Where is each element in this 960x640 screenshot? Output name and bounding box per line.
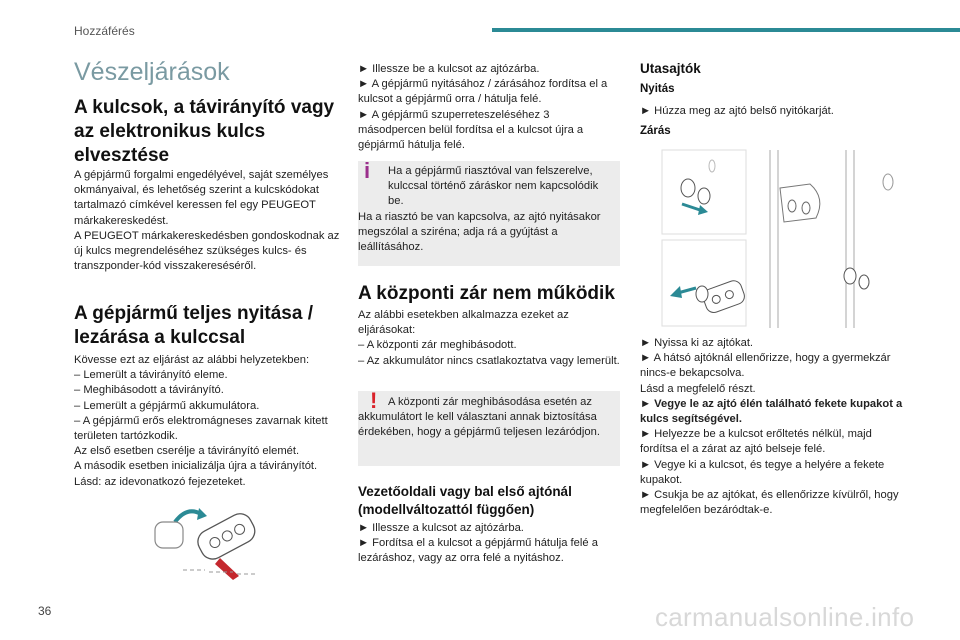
step: Lásd a megfelelő részt.: [640, 382, 756, 395]
closing-steps: [640, 336, 912, 518]
lost-keys-text: [74, 168, 342, 274]
info-note: [358, 158, 620, 266]
page-number: 36: [38, 604, 52, 618]
warning-note: [358, 388, 620, 466]
cap-icon: [681, 179, 695, 197]
step: ► Csukja be az ajtókat, és ellenőrizze kívülről, hogy megfelelően bezáródtak-e.: [640, 489, 899, 517]
opening-step: ► Húzza meg az ajtó belső nyitókarját.: [640, 105, 834, 117]
step: ► Fordítsa el a kulcsot a gépjármű hátulja felé a lezáráshoz, vagy az orra felé a nyitáshoz.: [358, 537, 598, 565]
paragraph: Az alábbi esetekben alkalmazza ezeket az eljárásokat:: [358, 309, 569, 337]
watermark: carmanualsonline.info: [655, 602, 915, 632]
lock-barrel-icon: [696, 286, 708, 302]
paragraph: Az első esetben cserélje a távirányító elemét.: [74, 445, 300, 458]
cover-part: [155, 522, 183, 548]
remote-key-icon: [194, 510, 259, 564]
lock-outline: [883, 174, 893, 190]
rotation-arrow: [175, 511, 201, 522]
header-accent-bar: [492, 28, 960, 32]
central-lock-text: [358, 308, 620, 369]
door-lock-illustration: [660, 148, 910, 330]
warning-icon: !: [370, 388, 378, 413]
full-unlock-text: [74, 353, 342, 490]
heading-lost-keys: A kulcsok, a távirányító vagy az elektronikus kulcs elvesztése: [74, 97, 335, 166]
door-pillar: [846, 150, 854, 328]
step: ► Vegye ki a kulcsot, és tegye a helyére a fekete kupakot.: [640, 458, 885, 486]
arrow-head: [197, 508, 207, 520]
dash-lines: [183, 570, 255, 574]
info-icon: i: [364, 158, 371, 183]
latch-icon: [780, 184, 820, 222]
step: ► Illessze a kulcsot az ajtózárba.: [358, 522, 524, 534]
list-item: – Meghibásodott a távirányító.: [74, 384, 224, 397]
lock-barrel-icon: [698, 188, 710, 204]
door-edge: [770, 150, 778, 328]
heading-driver-door: Vezetőoldali vagy bal első ajtónál (modellváltozattól függően): [358, 484, 572, 517]
step: ► A gépjármű szuperreteszeléséhez 3 másodpercen belül fordítsa el a kulcsot újra a gépjármű hátulja felé.: [358, 108, 584, 152]
list-item: – A központi zár meghibásodott.: [358, 339, 517, 352]
lock-steps: [358, 62, 620, 153]
step: ► A hátsó ajtóknál ellenőrizze, hogy a gyermekzár nincs-e bekapcsolva.: [640, 352, 891, 380]
list-item: – Az akkumulátor nincs csatlakoztatva vagy lemerült.: [358, 354, 620, 367]
note-line: Ha a gépjármű riasztóval van felszerelve, kulccsal történő záráskor nem kapcsolódik be.: [388, 165, 599, 208]
heading-opening: Nyitás: [640, 83, 675, 95]
lock-barrel-icon: [844, 268, 856, 284]
step: ► A gépjármű nyitásához / zárásához fordítsa el a kulcsot a gépjármű orra / hátulja felé.: [358, 78, 608, 106]
paragraph: A PEUGEOT márkakereskedésben gondoskodnak az új kulcs megrendeléséhez szükséges kulcs- és transzponder-kód visszakereséséről.: [74, 229, 340, 273]
paragraph: Lásd: az idevonatkozó fejezeteket.: [74, 475, 246, 488]
key-remote-illustration: [145, 500, 265, 586]
step: ► Helyezze be a kulcsot erőltetés nélkül, majd fordítsa el a zárat az ajtó belseje felé.: [640, 428, 872, 456]
step: ► Vegye le az ajtó élén található fekete kupakot a kulcs segítségével.: [640, 397, 903, 426]
paragraph: A gépjármű forgalmi engedélyével, saját személyes okmányaival, és lehetőség szerint a kulcskódokat tartalmazó címkével keressen fel egy PEUGEOT márkakereskedést.: [74, 169, 329, 227]
page-title: Vészeljárások: [74, 58, 230, 86]
section-header: Hozzáférés: [74, 24, 135, 38]
driver-steps: [358, 521, 620, 567]
heading-full-unlock: A gépjármű teljes nyitása / lezárása a kulccsal: [74, 303, 313, 348]
cap-icon: [859, 275, 869, 289]
heading-central-lock: A központi zár nem működik: [358, 283, 615, 304]
note-line: Ha a riasztó be van kapcsolva, az ajtó nyitásakor megszólal a sziréna; adja rá a gyújtást a leállításához.: [358, 210, 601, 254]
paragraph: Kövesse ezt az eljárást az alábbi helyzetekben:: [74, 354, 310, 366]
list-item: – Lemerült a távirányító eleme.: [74, 369, 228, 382]
heading-passenger-doors: Utasajtók: [640, 61, 701, 76]
paragraph: A második esetben inicializálja újra a távirányítót.: [74, 460, 318, 473]
list-item: – A gépjármű erős elektromágneses zavarnak kitett területen tartózkodik.: [74, 414, 328, 443]
heading-closing: Zárás: [640, 125, 671, 137]
key-blade: [215, 558, 239, 580]
note-text: A központi zár meghibásodása esetén az akkumulátort le kell választani annak biztosítása érdekében, hogy a gépjármű teljesen lezáródjon.: [358, 396, 600, 439]
step: ► Nyissa ki az ajtókat.: [640, 337, 754, 349]
list-item: – Lemerült a gépjármű akkumulátora.: [74, 399, 260, 412]
step: ► Illessze be a kulcsot az ajtózárba.: [358, 63, 540, 75]
